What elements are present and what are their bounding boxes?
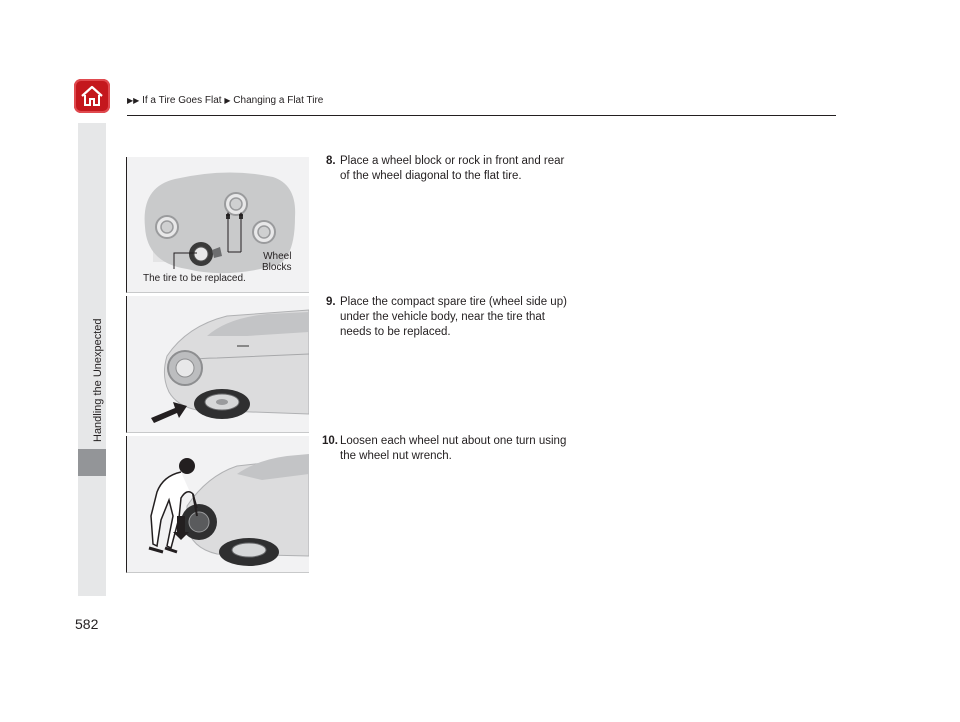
step-number: 10. [322,435,338,447]
step-text: Loosen each wheel nut about one turn using the wheel nut wrench. [340,435,567,462]
label-wheel-blocks-line2: Blocks [262,262,292,273]
label-tire-to-replace: The tire to be replaced. [143,273,246,284]
home-icon [79,83,105,109]
step-number: 9. [326,296,336,308]
breadcrumb-item-flat-tire[interactable]: If a Tire Goes Flat [142,95,222,106]
sidebar-section-label: Handling the Unexpected [92,318,104,442]
label-wheel-blocks-line1: Wheel [263,251,292,262]
sidebar-section-tab[interactable] [78,449,106,476]
breadcrumb-item-changing[interactable]: Changing a Flat Tire [233,95,324,106]
home-button[interactable] [74,79,110,113]
sidebar-track-lower [78,476,106,596]
page-number: 582 [75,616,99,632]
spare-tire-illustration [127,296,309,432]
figure-loosen-wheel-nuts [126,436,309,573]
triangle-right-icon: ▶▶ [127,96,140,105]
figure-spare-tire-placement [126,296,309,433]
triangle-right-icon: ▶ [224,96,231,105]
label-wheel-blocks [262,251,291,273]
header-divider [127,115,836,116]
step-text: Place the compact spare tire (wheel side up) under the vehicle body, near the tire that needs to be replaced. [340,296,567,338]
step-number: 8. [326,155,336,167]
step-text: Place a wheel block or rock in front and rear of the wheel diagonal to the flat tire. [340,155,565,182]
loosen-nuts-illustration [127,436,309,572]
breadcrumb [127,95,323,106]
